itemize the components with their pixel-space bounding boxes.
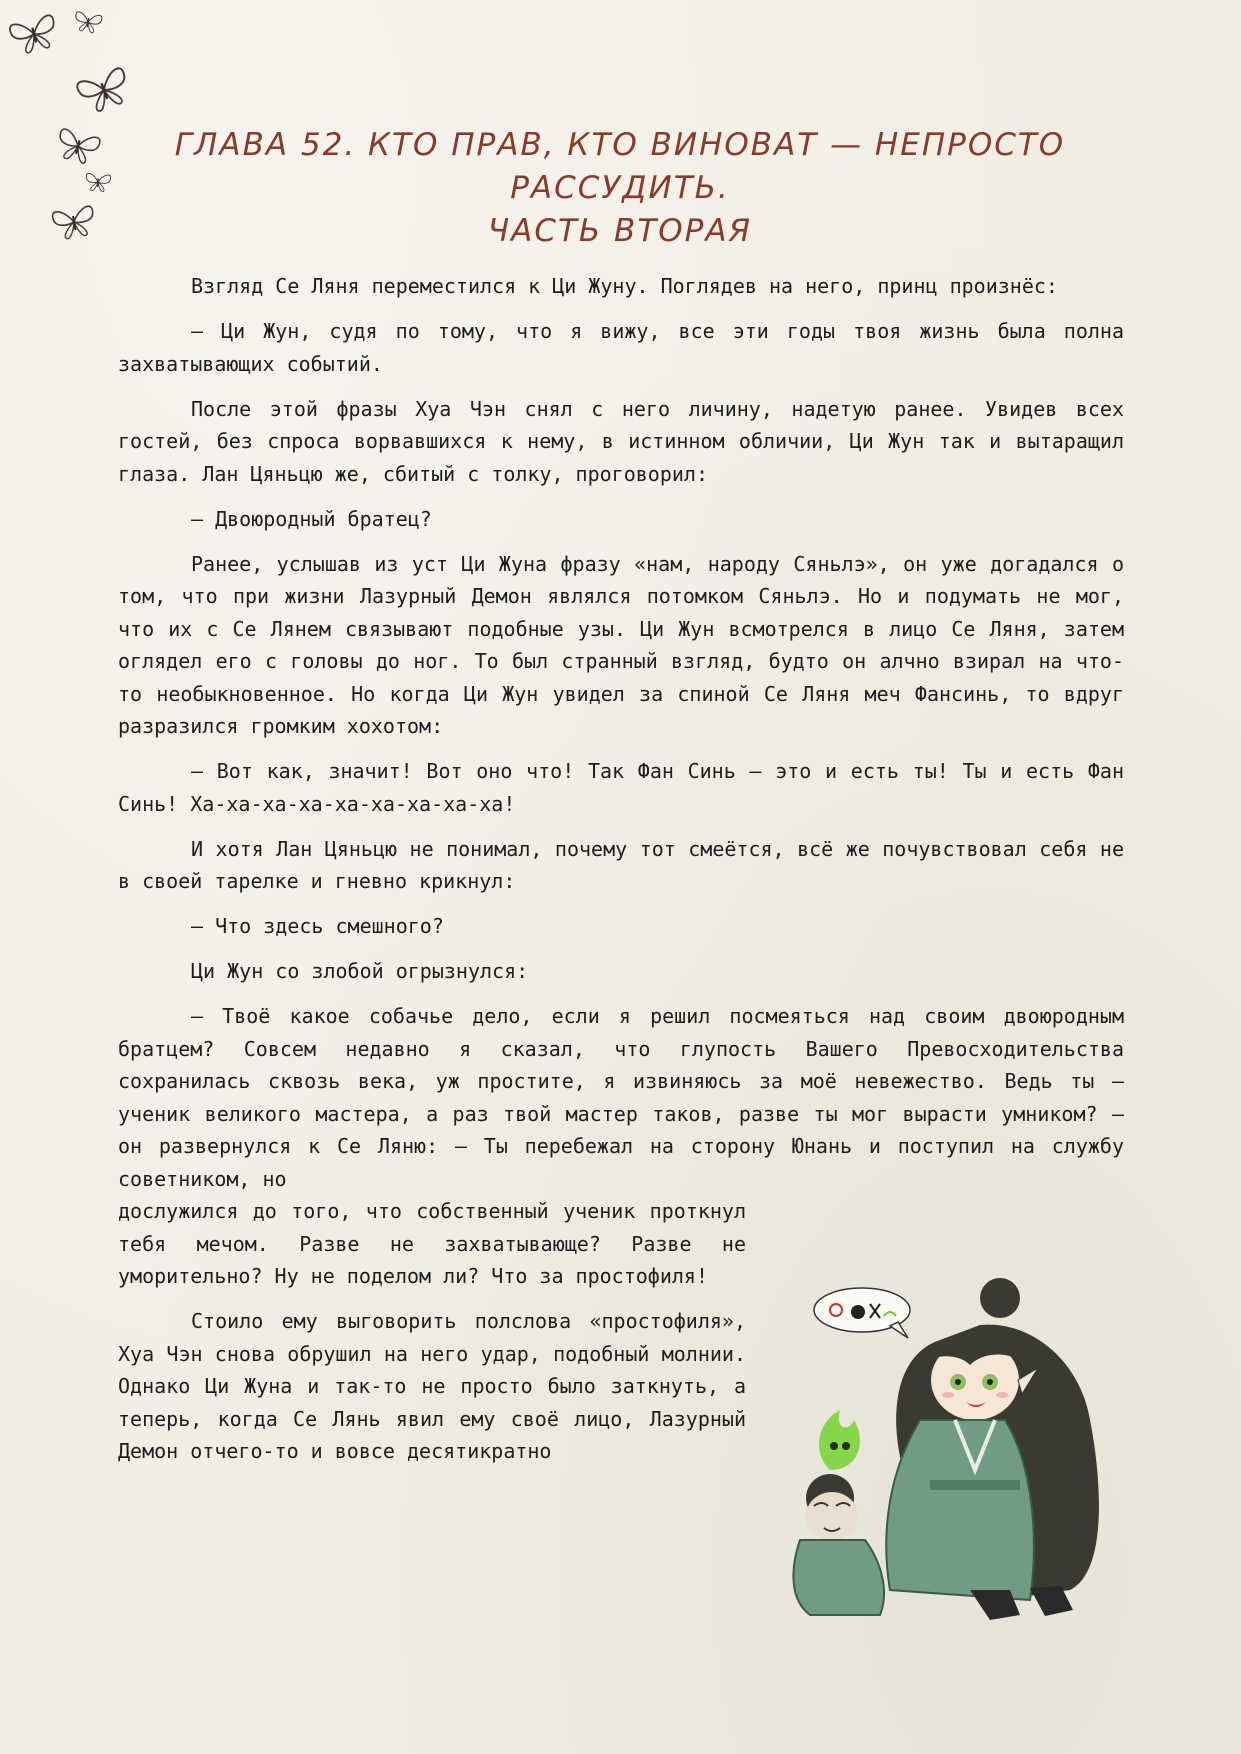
butterfly-icon — [9, 14, 60, 56]
butterfly-icon — [55, 128, 101, 166]
butterfly-decoration — [0, 0, 130, 260]
butterfly-icon — [73, 11, 102, 34]
paragraph: — Ци Жун, судя по тому, что я вижу, все эти годы твоя жизнь была полна захватывающих событий. — [118, 319, 1124, 376]
paragraph: Ци Жун со злобой огрызнулся: — [191, 959, 529, 983]
butterfly-icon — [85, 173, 111, 192]
chapter-title-line-2: ЧАСТЬ ВТОРАЯ — [487, 213, 753, 249]
paragraph: — Вот как, значит! Вот оно что! Так Фан Синь — это и есть ты! Ты и есть Фан Синь! Ха-ха-ха-ха-ха-ха-ха-ха-ха! — [118, 759, 1124, 816]
ghost-fire-icon — [819, 1410, 860, 1470]
chapter-title — [120, 124, 1120, 253]
paragraph: И хотя Лан Цяньцю не понимал, почему тот смеётся, всё же почувствовал себя не в своей тарелке и гневно крикнул: — [118, 836, 1124, 893]
chapter-title-line-1: ГЛАВА 52. КТО ПРАВ, КТО ВИНОВАТ — НЕПРОСТО РАССУДИТЬ. — [174, 127, 1066, 206]
paragraph: Ранее, услышав из уст Ци Жуна фразу «нам, народу Сяньлэ», он уже догадался о том, что при жизни Лазурный Демон являлся потомком Сяньлэ. Но и подумать не мог, что их с Се Лянем связывают подобные узы. Ци Жун всмотрелся в лицо Се Ляня, затем оглядел его с головы до ног. То был странный взгляд, будто он алчно взирал на что-то необыкновенное. Но когда Ци Жун увидел за спиной Се Ляня меч Фансинь, то вдруг разразился громким хохотом: — [118, 551, 1124, 738]
paragraph: — Что здесь смешного? — [191, 914, 444, 938]
paragraph: После этой фразы Хуа Чэн снял с него личину, надетую ранее. Увидев всех гостей, без спроса ворвавшихся к нему, в истинном обличии, Ци Жун так и вытаращил глаза. Лан Цяньцю же, сбитый с толку, проговорил: — [118, 396, 1124, 486]
chibi-illustration — [770, 1270, 1150, 1630]
butterfly-icon — [52, 206, 97, 241]
paragraph: — Твоё какое собачье дело, если я решил посмеяться над своим двоюродным братцем? Совсем недавно я сказал, что глупость Вашего Превосходительства сохранилась сквозь века, уж простите, я извиняюсь за моё невежество. Ведь ты — ученик великого мастера, а раз твой мастер таков, разве ты мог вырасти умником? — он развернулся к Се Ляню: — Ты перебежал на сторону Юнань и поступил на службу советником, но — [118, 1004, 1124, 1191]
paragraph: Взгляд Се Ляня переместился к Ци Жуну. Поглядев на него, принц произнёс: — [191, 274, 1058, 298]
paragraph: Стоило ему выговорить полслова «простофиля», Хуа Чэн снова обрушил на него удар, подобный молнии. Однако Ци Жуна и так-то не просто было заткнуть, а теперь, когда Се Лянь явил ему своё лицо, Лазурный Демон отчего-то и вовсе десятикратно — [118, 1309, 746, 1463]
paragraph: дослужился до того, что собственный ученик проткнул тебя мечом. Разве не захватывающе? Разве не уморительно? Ну не поделом ли? Что за простофиля! — [118, 1199, 746, 1288]
speech-bubble-icon — [814, 1288, 910, 1338]
butterfly-icon — [76, 67, 130, 116]
paragraph: — Двоюродный братец? — [191, 506, 432, 531]
